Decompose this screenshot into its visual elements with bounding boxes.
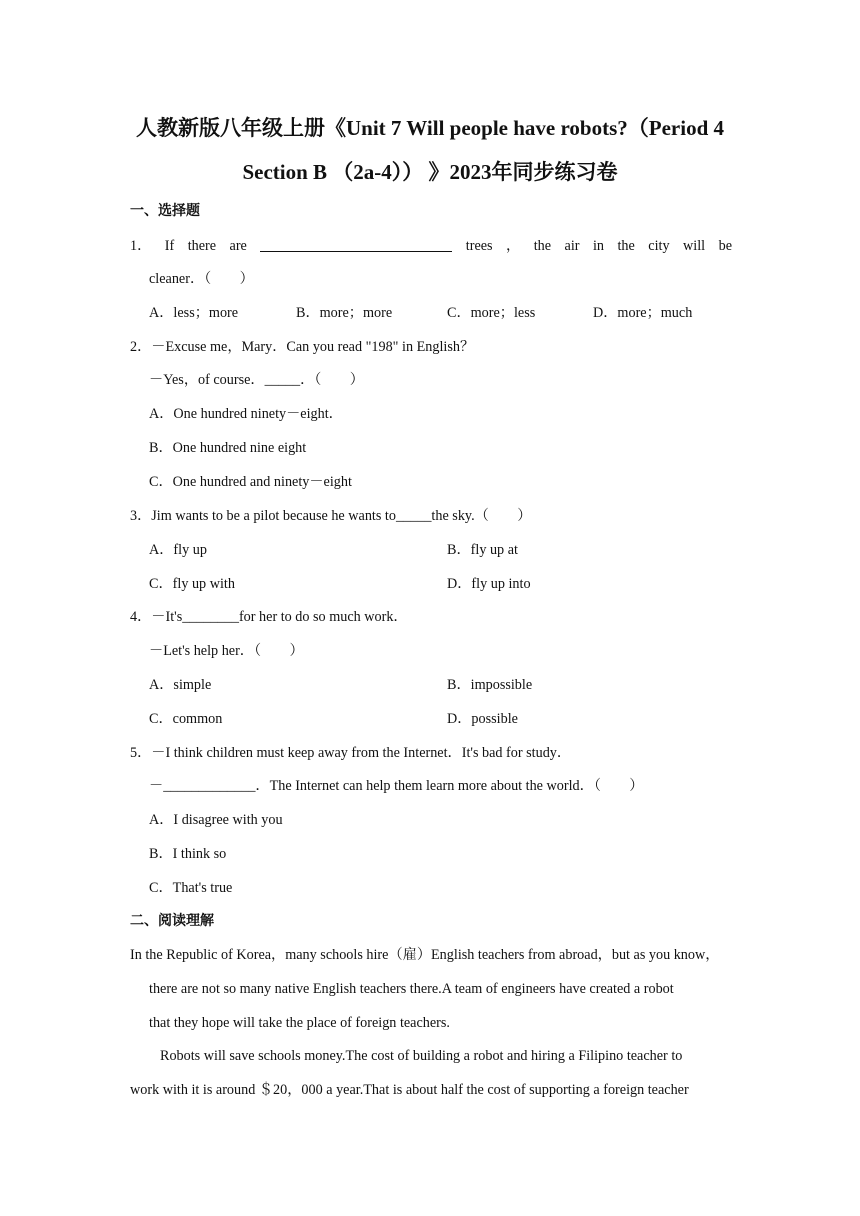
option-a: A．simple xyxy=(149,677,212,693)
passage-line: In the Republic of Korea，many schools hire（雇）English teachers from abroad，but as you know， xyxy=(130,947,720,963)
option-c: C．more；less xyxy=(447,305,536,321)
document-title-line-1: 人教新版八年级上册《Unit 7 Will people have robots?（Period 4 xyxy=(135,116,725,140)
q1-word: will xyxy=(683,238,706,254)
question-5-stem: 5．－I think children must keep away from the Internet．It's bad for study． xyxy=(130,745,572,761)
question-4-response: －Let's help her．（ ） xyxy=(149,643,304,659)
option-c: C．One hundred and ninety－eight xyxy=(149,474,352,490)
option-b: B．I think so xyxy=(149,846,227,862)
question-2-response: －Yes，of course．_____．（ ） xyxy=(149,372,364,388)
q1-word: ， xyxy=(506,238,521,254)
section-heading-choice: 一、选择题 xyxy=(130,204,200,219)
section-heading-reading: 二、阅读理解 xyxy=(130,914,214,929)
passage-line: Robots will save schools money.The cost of building a robot and hiring a Filipino teacher to xyxy=(160,1048,683,1064)
question-1-options xyxy=(149,303,749,323)
option-a: A．One hundred ninety－eight． xyxy=(149,406,343,422)
document-title-line-2: Section B （2a-4）） 》2023年同步练习卷 xyxy=(242,160,618,184)
q1-word: trees xyxy=(465,238,493,254)
q1-word: city xyxy=(648,238,670,254)
option-a: A．fly up xyxy=(149,542,207,558)
option-b: B．fly up at xyxy=(447,542,518,558)
question-5-response: －_____________．The Internet can help them learn more about the world．（ ） xyxy=(149,778,644,794)
option-b: B．impossible xyxy=(447,677,533,693)
option-a: A．I disagree with you xyxy=(149,812,283,828)
passage-line: there are not so many native English teachers there.A team of engineers have created a robot xyxy=(149,981,674,997)
option-c: C．common xyxy=(149,711,223,727)
passage-line: work with it is around ＄20，000 a year.That is about half the cost of supporting a foreign teacher xyxy=(130,1082,689,1098)
option-d: D．possible xyxy=(447,711,518,727)
question-1-stem-continued: cleaner．（ ） xyxy=(149,271,254,287)
question-2-stem: 2．－Excuse me，Mary．Can you read "198" in English？ xyxy=(130,339,475,355)
q1-word: the xyxy=(617,238,635,254)
q1-word: 1． xyxy=(130,238,152,254)
q1-word: in xyxy=(592,238,605,254)
option-a: A．less；more xyxy=(149,305,239,321)
option-b: B．One hundred nine eight xyxy=(149,440,307,456)
option-c: C．fly up with xyxy=(149,576,235,592)
q1-word: be xyxy=(718,238,732,254)
q1-word: air xyxy=(564,238,580,254)
passage-line: that they hope will take the place of foreign teachers. xyxy=(149,1015,450,1031)
option-c: C．That's true xyxy=(149,880,233,896)
option-d: D．more；much xyxy=(593,305,693,321)
answer-blank xyxy=(260,236,452,252)
question-1-stem xyxy=(130,236,732,256)
q1-word: are xyxy=(229,238,247,254)
q1-word: the xyxy=(533,238,552,254)
q1-word: If xyxy=(164,238,175,254)
question-4-stem: 4．－It's________for her to do so much work． xyxy=(130,609,408,625)
option-d: D．fly up into xyxy=(447,576,531,592)
q1-word: there xyxy=(187,238,217,254)
question-3-stem: 3．Jim wants to be a pilot because he wants to_____the sky.（ ） xyxy=(130,508,532,524)
option-b: B．more；more xyxy=(296,305,393,321)
